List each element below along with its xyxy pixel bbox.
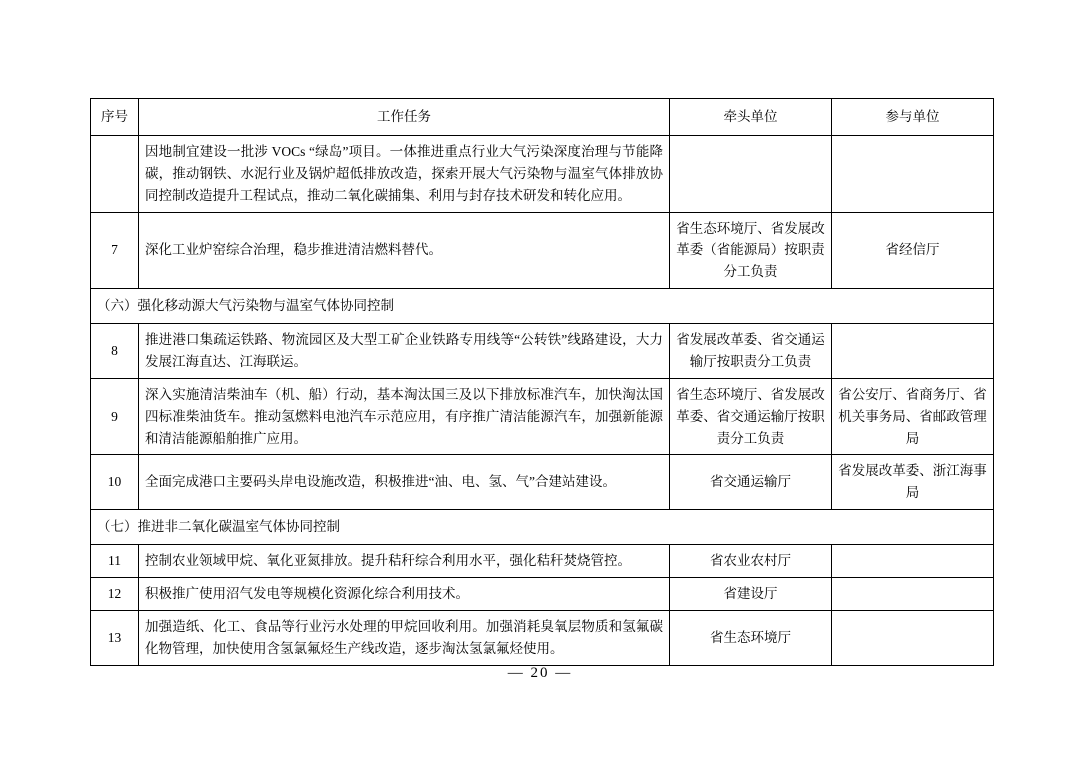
cell-lead-unit: 省建设厅	[670, 578, 832, 611]
table-header	[91, 99, 994, 136]
cell-participating-unit	[832, 610, 994, 665]
table-row	[91, 455, 994, 510]
cell-participating-unit	[832, 136, 994, 213]
section-heading: （六）强化移动源大气污染物与温室气体协同控制	[91, 289, 994, 324]
header-cell-participating-unit: 参与单位	[832, 99, 994, 136]
table-row	[91, 212, 994, 289]
cell-participating-unit: 省经信厅	[832, 212, 994, 289]
table-section-row	[91, 289, 994, 324]
cell-task: 因地制宜建设一批涉 VOCs “绿岛”项目。一体推进重点行业大气污染深度治理与节能降碳，推动钢铁、水泥行业及锅炉超低排放改造，探索开展大气污染物与温室气体排放协同控制改造提升工程试点，推动二氧化碳捕集、利用与封存技术研发和转化应用。	[139, 136, 670, 213]
header-cell-task: 工作任务	[139, 99, 670, 136]
table-row	[91, 378, 994, 455]
header-cell-lead-unit: 牵头单位	[670, 99, 832, 136]
cell-lead-unit	[670, 136, 832, 213]
cell-task: 积极推广使用沼气发电等规模化资源化综合利用技术。	[139, 578, 670, 611]
cell-participating-unit	[832, 324, 994, 379]
cell-seq: 8	[91, 324, 139, 379]
cell-task: 深化工业炉窑综合治理，稳步推进清洁燃料替代。	[139, 212, 670, 289]
table-row	[91, 324, 994, 379]
page-number: — 20 —	[507, 665, 573, 681]
cell-task: 推进港口集疏运铁路、物流园区及大型工矿企业铁路专用线等“公转铁”线路建设，大力发展江海直达、江海联运。	[139, 324, 670, 379]
cell-participating-unit	[832, 545, 994, 578]
header-cell-seq: 序号	[91, 99, 139, 136]
table-body	[91, 136, 994, 666]
cell-participating-unit: 省发展改革委、浙江海事局	[832, 455, 994, 510]
cell-task: 深入实施清洁柴油车（机、船）行动，基本淘汰国三及以下排放标准汽车，加快淘汰国四标准柴油货车。推动氢燃料电池汽车示范应用，有序推广清洁能源汽车，加强新能源和清洁能源船舶推广应用。	[139, 378, 670, 455]
cell-lead-unit: 省发展改革委、省交通运输厅按职责分工负责	[670, 324, 832, 379]
cell-task: 全面完成港口主要码头岸电设施改造，积极推进“油、电、氢、气”合建站建设。	[139, 455, 670, 510]
cell-seq: 9	[91, 378, 139, 455]
cell-lead-unit: 省农业农村厅	[670, 545, 832, 578]
cell-participating-unit: 省公安厅、省商务厅、省机关事务局、省邮政管理局	[832, 378, 994, 455]
table-row	[91, 610, 994, 665]
cell-lead-unit: 省生态环境厅	[670, 610, 832, 665]
cell-lead-unit: 省交通运输厅	[670, 455, 832, 510]
cell-seq: 7	[91, 212, 139, 289]
cell-seq: 10	[91, 455, 139, 510]
cell-lead-unit: 省生态环境厅、省发展改革委（省能源局）按职责分工负责	[670, 212, 832, 289]
task-table-container	[90, 98, 993, 666]
cell-task: 控制农业领域甲烷、氧化亚氮排放。提升秸秆综合利用水平，强化秸秆焚烧管控。	[139, 545, 670, 578]
table-row	[91, 545, 994, 578]
task-table	[90, 98, 994, 666]
cell-participating-unit	[832, 578, 994, 611]
cell-seq: 13	[91, 610, 139, 665]
section-heading: （七）推进非二氧化碳温室气体协同控制	[91, 510, 994, 545]
cell-seq	[91, 136, 139, 213]
table-row	[91, 578, 994, 611]
cell-task: 加强造纸、化工、食品等行业污水处理的甲烷回收利用。加强消耗臭氧层物质和氢氟碳化物管理，加快使用含氢氯氟烃生产线改造，逐步淘汰氢氯氟烃使用。	[139, 610, 670, 665]
cell-seq: 12	[91, 578, 139, 611]
cell-seq: 11	[91, 545, 139, 578]
table-header-row	[91, 99, 994, 136]
table-row	[91, 136, 994, 213]
table-section-row	[91, 510, 994, 545]
cell-lead-unit: 省生态环境厅、省发展改革委、省交通运输厅按职责分工负责	[670, 378, 832, 455]
